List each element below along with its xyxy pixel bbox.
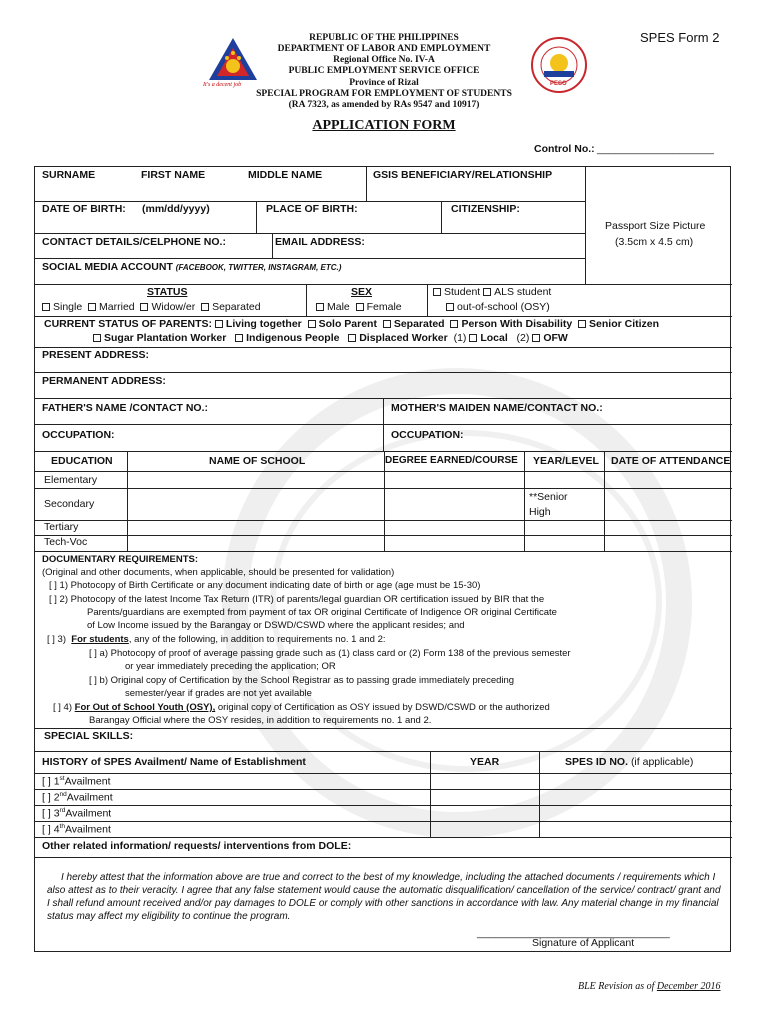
status-heading: STATUS: [147, 286, 188, 298]
for-students-label: For students: [71, 634, 129, 645]
senior-high-note: **Senior High: [529, 491, 568, 518]
checkbox-icon: [215, 320, 223, 328]
parents-solo-parent[interactable]: Solo Parent: [308, 318, 377, 330]
parents-displaced[interactable]: Displaced Worker: [348, 332, 448, 344]
dole-logo-caption: It's a decent job: [203, 82, 242, 88]
control-no-label: Control No.:: [534, 143, 595, 155]
form-number: SPES Form 2: [640, 30, 720, 45]
page-title: APPLICATION FORM: [312, 118, 456, 133]
checkbox-icon: [578, 320, 586, 328]
checkbox-icon: [450, 320, 458, 328]
surname-label[interactable]: SURNAME: [42, 169, 96, 181]
header-republic: REPUBLIC OF THE PHILIPPINES: [309, 33, 459, 43]
middle-name-label[interactable]: MIDDLE NAME: [248, 169, 323, 181]
checkbox-icon: [140, 303, 148, 311]
availment-row-2[interactable]: [ ] 2ndAvailment: [42, 791, 113, 804]
sex-female[interactable]: Female: [356, 301, 402, 313]
mother-label[interactable]: MOTHER'S MAIDEN NAME/CONTACT NO.:: [391, 402, 603, 414]
requirement-4-line2: Barangay Official where the OSY resides, in addition to requirements no. 1 and 2.: [89, 715, 432, 726]
education-tertiary: Tertiary: [44, 521, 79, 533]
revision-note: BLE Revision as of December 2016: [578, 981, 721, 992]
passport-text-2: (3.5cm x 4.5 cm): [615, 236, 694, 248]
availment-row-4[interactable]: [ ] 4thAvailment: [42, 823, 111, 836]
availment-row-3[interactable]: [ ] 3rdAvailment: [42, 807, 112, 820]
email-label[interactable]: EMAIL ADDRESS:: [275, 236, 365, 248]
requirement-4[interactable]: [ ] 4) For Out of School Youth (OSY), original copy of Certification as OSY issued by DSWD/CSWD or the authorized: [53, 702, 550, 713]
checkbox-icon: [383, 320, 391, 328]
checkbox-icon: [308, 320, 316, 328]
father-label[interactable]: FATHER'S NAME /CONTACT NO.:: [42, 402, 209, 414]
parents-indigenous[interactable]: Indigenous People: [235, 332, 339, 344]
history-year-header: YEAR: [470, 756, 500, 768]
education-header-degree: DEGREE EARNED/COURSE: [385, 455, 518, 466]
spes-id-note: (if applicable): [630, 756, 694, 768]
sex-options: [316, 301, 402, 313]
contact-label[interactable]: CONTACT DETAILS/CELPHONE NO.:: [42, 236, 226, 248]
mother-occupation-label[interactable]: OCCUPATION:: [391, 429, 464, 441]
history-header: HISTORY of SPES Availment/ Name of Establishment: [42, 756, 306, 768]
parents-separated[interactable]: Separated: [383, 318, 445, 330]
checkbox-icon: [446, 303, 454, 311]
checkbox-icon: [201, 303, 209, 311]
education-header-level: EDUCATION: [51, 455, 113, 467]
requirement-3[interactable]: [ ] 3) For students, any of the following, in addition to requirements no. 1 and 2:: [47, 634, 386, 645]
control-no-field[interactable]: ____________________: [597, 143, 714, 155]
dob-label[interactable]: DATE OF BIRTH:: [42, 203, 126, 215]
requirement-3b-line2: semester/year if grades are not yet available: [125, 688, 312, 699]
header-ra: (RA 7323, as amended by RAs 9547 and 10917): [288, 100, 480, 110]
special-skills-label[interactable]: SPECIAL SKILLS:: [44, 730, 134, 742]
sex-heading: SEX: [351, 286, 373, 298]
requirement-2-line2: Parents/guardians are exempted from payment of tax OR original Certificate of Indigence OR original Certificate: [87, 607, 557, 618]
father-occupation-label[interactable]: OCCUPATION:: [42, 429, 115, 441]
parents-status-label: CURRENT STATUS OF PARENTS:: [44, 318, 212, 330]
education-elementary: Elementary: [44, 474, 98, 486]
parents-living-together[interactable]: Living together: [215, 318, 302, 330]
citizenship-label[interactable]: CITIZENSHIP:: [451, 203, 520, 215]
education-header-year: YEAR/LEVEL: [533, 455, 599, 467]
status-married[interactable]: Married: [88, 301, 135, 313]
checkbox-icon: [316, 303, 324, 311]
signature-line[interactable]: _________________________________: [477, 927, 670, 939]
checkbox-icon: [348, 334, 356, 342]
sex-male[interactable]: Male: [316, 301, 350, 313]
status-options: [42, 301, 261, 313]
checkbox-icon: [235, 334, 243, 342]
header-province: Province of Rizal: [349, 78, 419, 88]
first-name-label[interactable]: FIRST NAME: [141, 169, 206, 181]
student-options: [433, 286, 551, 298]
revision-date: December 2016: [656, 981, 721, 992]
header-region: Regional Office No. IV-A: [333, 55, 435, 65]
local-number: (1): [453, 332, 467, 344]
checkbox-icon: [42, 303, 50, 311]
requirements-note: (Original and other documents, when applicable, should be presented for validation): [42, 567, 395, 578]
header-peso: PUBLIC EMPLOYMENT SERVICE OFFICE: [288, 66, 480, 76]
requirement-2-line3: of Low Income issued by the Barangay or DSWD/CSWD where the applicant resides; and: [87, 620, 465, 631]
checkbox-icon: [93, 334, 101, 342]
checkbox-icon: [532, 334, 540, 342]
requirements-heading: DOCUMENTARY REQUIREMENTS:: [42, 554, 199, 565]
requirement-3a-line2: or year immediately preceding the application; OR: [125, 661, 336, 672]
education-header-school: NAME OF SCHOOL: [209, 455, 306, 467]
history-spes-id-header: SPES ID NO. (if applicable): [565, 756, 694, 768]
checkbox-icon: [433, 288, 441, 296]
availment-row-1[interactable]: [ ] 1stAvailment: [42, 775, 111, 788]
osy-label: For Out of School Youth (OSY),: [74, 702, 216, 713]
student-type-student[interactable]: Student: [433, 286, 480, 298]
peso-logo-word: PESO: [550, 81, 567, 87]
parents-ofw[interactable]: OFW: [532, 332, 568, 344]
present-address-label[interactable]: PRESENT ADDRESS:: [42, 349, 149, 361]
student-type-osy[interactable]: out-of-school (OSY): [446, 301, 550, 313]
checkbox-icon: [356, 303, 364, 311]
parents-senior[interactable]: Senior Citizen: [578, 318, 659, 330]
ofw-number: (2): [516, 332, 530, 344]
status-separated[interactable]: Separated: [201, 301, 260, 313]
education-secondary: Secondary: [44, 498, 95, 510]
passport-text-1: Passport Size Picture: [605, 220, 706, 232]
header-department: DEPARTMENT OF LABOR AND EMPLOYMENT: [277, 44, 491, 54]
header-program: SPECIAL PROGRAM FOR EMPLOYMENT OF STUDENTS: [256, 89, 512, 99]
parents-local[interactable]: Local: [469, 332, 507, 344]
requirement-2[interactable]: [ ] 2) Photocopy of the latest Income Tax Return (ITR) of parents/legal guardian OR certification issued by BIR that the: [49, 594, 545, 605]
parents-pwd[interactable]: Person With Disability: [450, 318, 572, 330]
status-single[interactable]: Single: [42, 301, 82, 313]
attestation-text: I hereby attest that the information above are true and correct to the best of my knowledge, including the attached documents / requirements which I also attest as to their veracity. I agree that any false statement would cause the automatic disqualification/ cancellation of the service/ contract/ grant and I shall refund amount received and/or pay damages to DOLE or comply with other sanctions in accordance with law. Any material change in my financial status may affect my eligibility to continue the program.: [47, 872, 721, 922]
requirement-3b[interactable]: [ ] b) Original copy of Certification by the School Registrar as to passing grade immediately preceding: [89, 675, 515, 686]
status-widow[interactable]: Widow/er: [140, 301, 195, 313]
social-media-hint: (FACEBOOK, TWITTER, INSTAGRAM, ETC.): [175, 263, 342, 272]
signature-label: Signature of Applicant: [532, 937, 635, 949]
checkbox-icon: [469, 334, 477, 342]
other-info-label[interactable]: Other related information/ requests/ interventions from DOLE:: [42, 840, 352, 852]
permanent-address-label[interactable]: PERMANENT ADDRESS:: [42, 375, 166, 387]
parents-status-row2: [93, 332, 568, 344]
social-media-label[interactable]: SOCIAL MEDIA ACCOUNT (FACEBOOK, TWITTER, INSTAGRAM, ETC.): [42, 261, 342, 273]
requirement-3a[interactable]: [ ] a) Photocopy of proof of average passing grade such as (1) class card or (2) Form 138 of the previous semester: [89, 648, 571, 659]
checkbox-icon: [483, 288, 491, 296]
parents-status-row1: [44, 318, 659, 330]
dob-format: (mm/dd/yyyy): [142, 203, 210, 215]
student-type-als[interactable]: ALS student: [483, 286, 551, 298]
education-header-date: DATE OF ATTENDANCE: [611, 455, 731, 467]
requirement-1[interactable]: [ ] 1) Photocopy of Birth Certificate or any document indicating date of birth or age (age must be 15-30): [49, 580, 481, 591]
parents-sugar-plantation[interactable]: Sugar Plantation Worker: [93, 332, 226, 344]
gsis-label[interactable]: GSIS BENEFICIARY/RELATIONSHIP: [373, 169, 553, 181]
education-techvoc: Tech-Voc: [44, 536, 88, 548]
application-form: [34, 166, 731, 952]
place-of-birth-label[interactable]: PLACE OF BIRTH:: [266, 203, 358, 215]
checkbox-icon: [88, 303, 96, 311]
